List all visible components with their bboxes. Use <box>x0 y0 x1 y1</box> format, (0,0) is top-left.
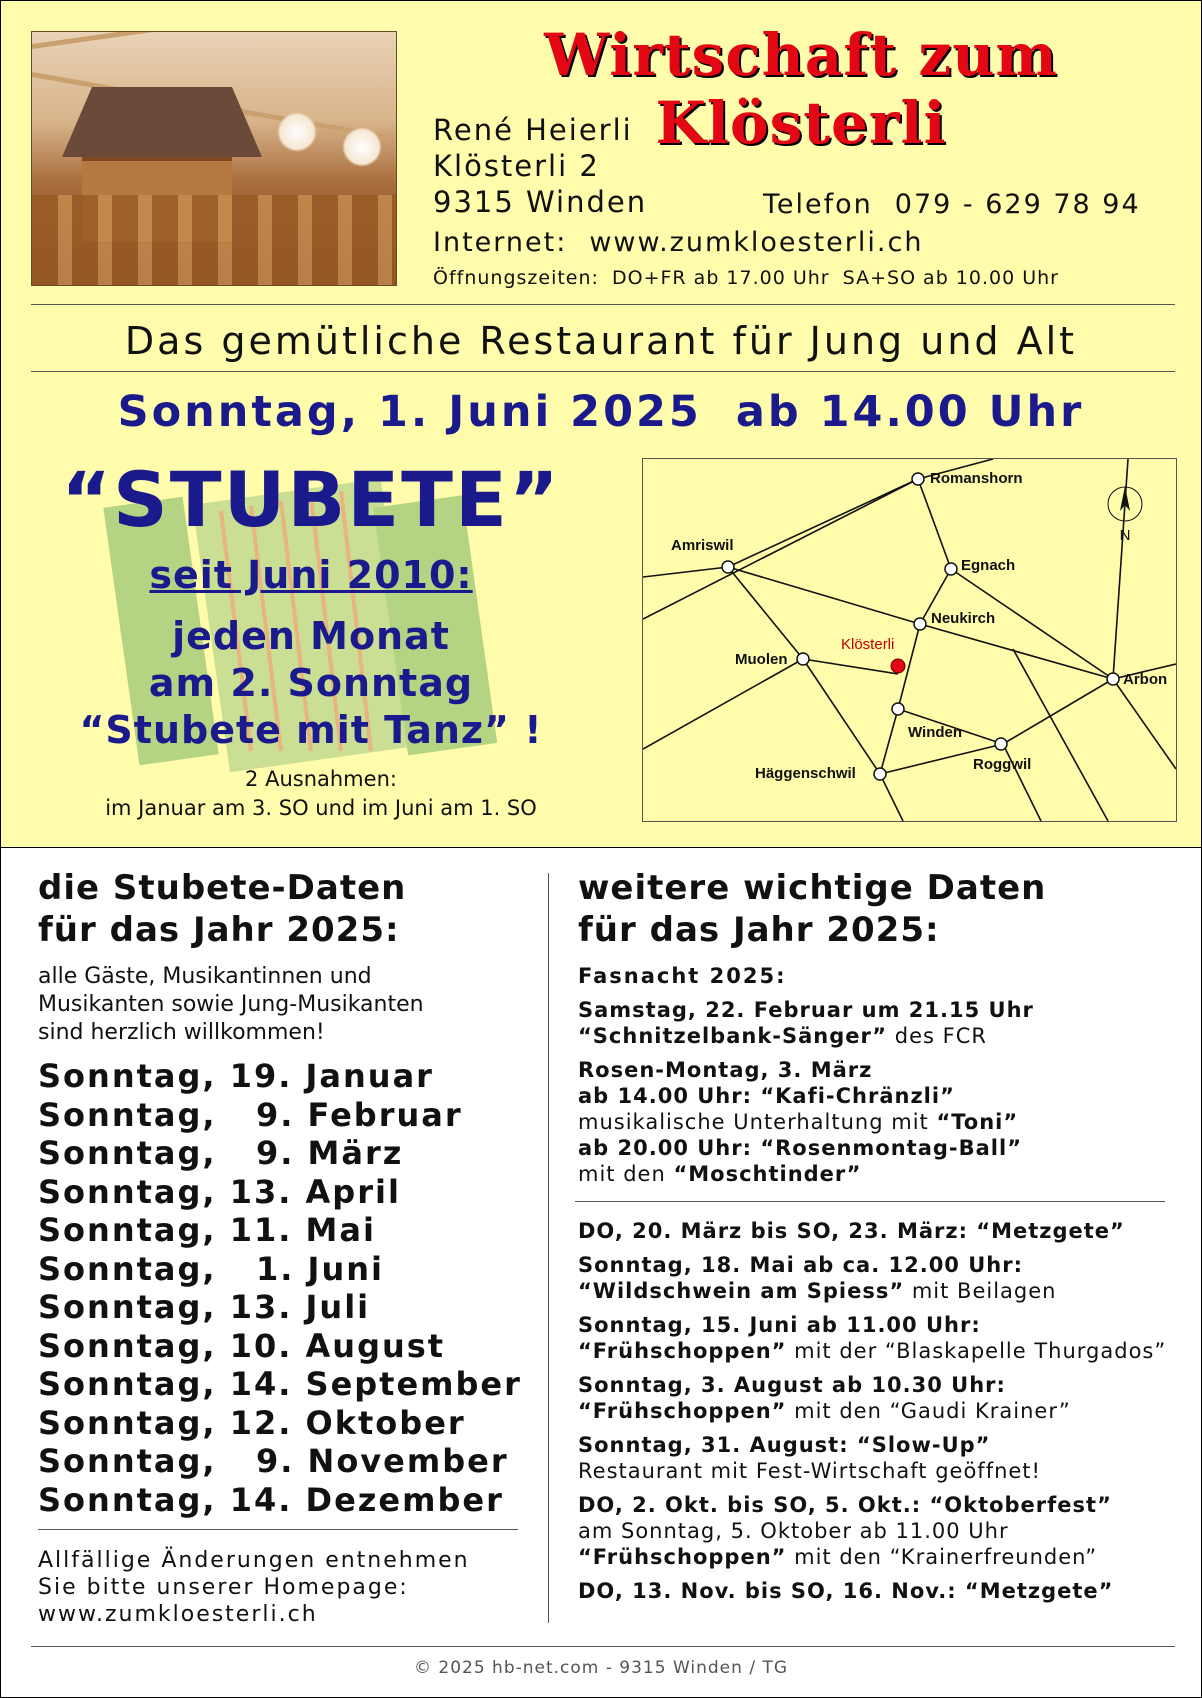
changes-line: Allfällige Änderungen entnehmen <box>38 1548 470 1573</box>
event-metzgete-maerz: DO, 20. März bis SO, 23. März: “Metzgete” <box>578 1219 1125 1243</box>
fasnacht-event-2: Rosen-Montag, 3. März ab 14.00 Uhr: “Kafi-Chränzli” musikalische Unterhaltung mit “Toni” ab 20.00 Uhr: “Rosenmontag-Ball” mit den “Moschtinder” <box>578 1058 1023 1186</box>
stubete-dates-heading-1: die Stubete-Daten <box>38 868 407 908</box>
stubete-date: Sonntag, 9. November <box>38 1442 509 1480</box>
event-time: ab 14.00 Uhr <box>735 387 1085 437</box>
location-map <box>642 458 1177 822</box>
event-fruehschoppen-juni: Sonntag, 15. Juni ab 11.00 Uhr: “Frühschoppen” mit der “Blaskapelle Thurgados” <box>578 1313 1167 1363</box>
map-label-roggwil: Roggwil <box>973 756 1032 773</box>
phone-number: 079 - 629 78 94 <box>894 189 1141 220</box>
column-divider <box>548 873 549 1623</box>
exceptions-text: im Januar am 3. SO und im Juni am 1. SO <box>105 796 537 820</box>
exceptions <box>31 765 611 823</box>
stubete-date: Sonntag, 11. Mai <box>38 1211 376 1249</box>
monthly-line-1: jeden Monat <box>172 614 450 658</box>
phone-label: Telefon <box>763 189 873 220</box>
event-slow-up: Sonntag, 31. August: “Slow-Up” Restaurant mit Fest-Wirtschaft geöffnet! <box>578 1433 1041 1483</box>
event-metzgete-november: DO, 13. Nov. bis SO, 16. Nov.: “Metzgete” <box>578 1579 1114 1603</box>
intro-line: Musikanten sowie Jung-Musikanten <box>38 992 424 1017</box>
stubete-date: Sonntag, 9. März <box>38 1134 404 1172</box>
restaurant-title: Wirtschaft zum Klösterli <box>544 21 1058 157</box>
phone-line <box>763 189 1141 220</box>
other-dates-column <box>578 867 1178 1612</box>
map-label-romanshorn: Romanshorn <box>930 470 1023 487</box>
stubete-date: Sonntag, 13. April <box>38 1172 401 1211</box>
intro-line: alle Gäste, Musikantinnen und <box>38 964 372 989</box>
divider <box>38 1529 518 1530</box>
event-oktoberfest: DO, 2. Okt. bis SO, 5. Okt.: “Oktoberfest” am Sonntag, 5. Oktober ab 11.00 Uhr “Frühschoppen” mit den “Krainerfreunden” <box>578 1493 1112 1569</box>
stubete-date: Sonntag, 10. August <box>38 1326 446 1365</box>
stubete-date: Sonntag, 14. September <box>38 1365 522 1403</box>
opening-hours <box>433 267 1065 289</box>
fasnacht-event-1: Samstag, 22. Februar um 21.15 Uhr “Schnitzelbank-Sänger” des FCR <box>578 998 1034 1048</box>
stubete-date: Sonntag, 19. Januar <box>38 1057 434 1095</box>
event-date-heading <box>31 387 1171 437</box>
stubete-date: Sonntag, 14. Dezember <box>38 1480 504 1519</box>
event-fruehschoppen-august: Sonntag, 3. August ab 10.30 Uhr: “Frühschoppen” mit den “Gaudi Krainer” <box>578 1373 1071 1423</box>
homepage-link[interactable]: www.zumkloesterli.ch <box>38 1602 318 1627</box>
fasnacht-title: Fasnacht 2025: <box>578 964 787 988</box>
other-dates-heading-2: für das Jahr 2025: <box>578 910 940 950</box>
monthly-line-2: am 2. Sonntag <box>148 661 474 705</box>
intro-line: sind herzlich willkommen! <box>38 1020 325 1045</box>
divider <box>31 371 1175 372</box>
north-arrow-icon <box>1108 486 1142 521</box>
footer-copyright: © 2025 hb-net.com - 9315 Winden / TG <box>413 1658 789 1678</box>
slogan: Das gemütliche Restaurant für Jung und Alt <box>124 319 1078 363</box>
map-label-amriswil: Amriswil <box>671 537 734 554</box>
top-section <box>1 1 1201 848</box>
map-label-egnach: Egnach <box>961 557 1016 574</box>
divider <box>31 1646 1175 1647</box>
map-label-winden: Winden <box>908 724 963 741</box>
stubete-date-list <box>38 1057 538 1519</box>
hours-label: Öffnungszeiten: <box>433 267 599 289</box>
stubete-date: Sonntag, 9. Februar <box>38 1095 463 1134</box>
map-label-muolen: Muolen <box>735 651 788 668</box>
map-label-kloesterli: Klösterli <box>841 636 895 653</box>
divider <box>31 304 1175 305</box>
since-line: seit Juni 2010: <box>149 553 473 597</box>
street-address: Klösterli 2 <box>433 149 600 183</box>
stubete-dates-column <box>38 867 538 1519</box>
city-address: 9315 Winden <box>433 185 648 219</box>
north-label: N <box>1119 527 1131 544</box>
restaurant-photo <box>31 31 397 286</box>
hours-weekday: DO+FR ab 17.00 Uhr <box>612 267 830 289</box>
stubete-title: “STUBETE” <box>61 455 561 544</box>
changes-line: Sie bitte unserer Homepage: <box>38 1575 409 1600</box>
owner-name: René Heierli <box>433 113 633 147</box>
stubete-date: Sonntag, 12. Oktober <box>38 1403 466 1442</box>
kloesterli-marker <box>891 659 905 673</box>
monthly-info <box>31 613 591 754</box>
event-wildschwein: Sonntag, 18. Mai ab ca. 12.00 Uhr: “Wildschwein am Spiess” mit Beilagen <box>578 1253 1057 1303</box>
web-url[interactable]: www.zumkloesterli.ch <box>589 227 924 258</box>
other-dates-heading-1: weitere wichtige Daten <box>578 868 1047 908</box>
stubete-date: Sonntag, 1. Juni <box>38 1249 384 1288</box>
divider <box>575 1201 1165 1202</box>
monthly-line-3: “Stubete mit Tanz” ! <box>79 708 543 752</box>
web-label: Internet: <box>433 227 568 258</box>
event-date: Sonntag, 1. Juni 2025 <box>117 387 702 437</box>
changes-note <box>38 1547 470 1628</box>
stubete-intro <box>38 963 538 1047</box>
map-label-haeggenschwil: Häggenschwil <box>755 765 856 782</box>
map-label-neukirch: Neukirch <box>931 610 996 627</box>
map-label-arbon: Arbon <box>1123 671 1168 688</box>
stubete-date: Sonntag, 13. Juli <box>38 1288 371 1326</box>
stubete-dates-heading-2: für das Jahr 2025: <box>38 910 400 950</box>
web-line <box>433 227 923 258</box>
hours-weekend: SA+SO ab 10.00 Uhr <box>842 267 1059 289</box>
exceptions-title: 2 Ausnahmen: <box>245 767 397 791</box>
